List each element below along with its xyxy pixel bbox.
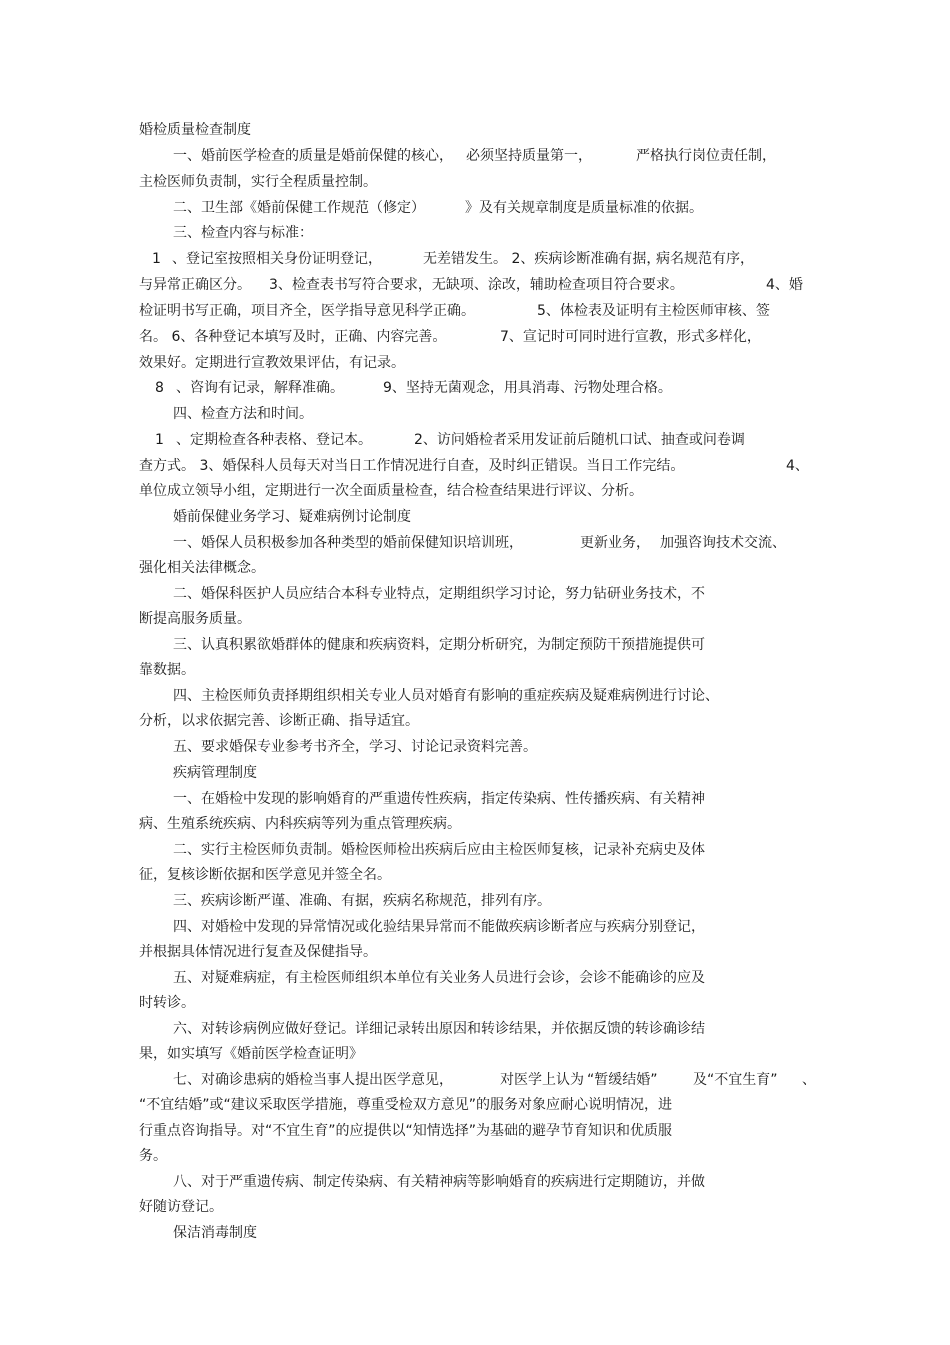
text-segment: 8 — [155, 380, 164, 396]
text-segment: 、定期检查各种表格、登记本。 — [176, 432, 372, 448]
text-segment: 7、宣记时可同时进行宣教，形式多样化， — [500, 329, 761, 345]
text-segment: 4、 — [786, 458, 809, 474]
text-segment: 检证明书写正确，项目齐全，医学指导意见科学正确。 — [139, 303, 475, 319]
text-segment: 更新业务， — [580, 535, 650, 551]
text-segment: 分析，以求依据完善、诊断正确、指导适宜。 — [139, 713, 419, 729]
text-segment: 五、要求婚保专业参考书齐全，学习、讨论记录资料完善。 — [173, 739, 537, 755]
text-segment: 时转诊。 — [139, 995, 195, 1011]
text-segment: 、 — [802, 1072, 816, 1088]
text-segment: 三、认真积累欲婚群体的健康和疾病资料，定期分析研究，为制定预防干预措施提供可 — [173, 637, 705, 653]
text-segment: 六、对转诊病例应做好登记。详细记录转出原因和转诊结果，并依据反馈的转诊确诊结 — [173, 1021, 705, 1037]
text-segment: 婚前保健业务学习、疑难病例讨论制度 — [173, 509, 411, 525]
text-segment: 1 — [152, 251, 161, 267]
text-segment: 单位成立领导小组，定期进行一次全面质量检查，结合检查结果进行评议、分析。 — [139, 483, 643, 499]
text-segment: 保洁消毒制度 — [173, 1225, 257, 1241]
text-segment: “不宜结婚”或“建议采取医学措施，尊重受检双方意见”的服务对象应耐心说明情况，进 — [139, 1097, 673, 1113]
text-segment: 务。 — [139, 1148, 167, 1164]
text-segment: 好随访登记。 — [139, 1199, 223, 1215]
text-segment: 加强咨询技术交流、 — [660, 535, 786, 551]
text-segment: 五、对疑难病症，有主检医师组织本单位有关业务人员进行会诊，会诊不能确诊的应及 — [173, 970, 705, 986]
text-segment: 一、婚前医学检查的质量是婚前保健的核心， — [173, 148, 453, 164]
text-segment: 八、对于严重遗传病、制定传染病、有关精神病等影响婚育的疾病进行定期随访，并做 — [173, 1174, 705, 1190]
text-segment: 5、体检表及证明有主检医师审核、签 — [537, 303, 770, 319]
text-segment: 与异常正确区分。 — [139, 277, 251, 293]
text-segment: 无差错发生。 2、疾病诊断准确有据， — [423, 251, 661, 267]
text-segment: 病名规范有序， — [656, 251, 754, 267]
text-segment: 二、实行主检医师负责制。婚检医师检出疾病后应由主检医师复核，记录补充病史及体 — [173, 842, 705, 858]
text-segment: 三、检查内容与标准： — [173, 225, 313, 241]
text-segment: 、咨询有记录，解释准确。 — [176, 380, 344, 396]
text-segment: 、登记室按照相关身份证明登记， — [172, 251, 382, 267]
text-segment: 严格执行岗位责任制， — [636, 148, 776, 164]
text-segment: 一、在婚检中发现的影响婚育的严重遗传性疾病，指定传染病、性传播疾病、有关精神 — [173, 791, 705, 807]
text-segment: 并根据具体情况进行复查及保健指导。 — [139, 944, 377, 960]
text-segment: 查方式。 3、婚保科人员每天对当日工作情况进行自查，及时纠正错误。当日工作完结。 — [139, 458, 685, 474]
text-segment: 征，复核诊断依据和医学意见并签全名。 — [139, 867, 391, 883]
text-segment: 三、疾病诊断严谨、准确、有据，疾病名称规范，排列有序。 — [173, 893, 551, 909]
text-segment: 9、坚持无菌观念，用具消毒、污物处理合格。 — [383, 380, 672, 396]
text-segment: 必须坚持质量第一， — [466, 148, 592, 164]
text-segment: 四、主检医师负责择期组织相关专业人员对婚育有影响的重症疾病及疑难病例进行讨论、 — [173, 688, 719, 704]
text-segment: 主检医师负责制，实行全程质量控制。 — [139, 174, 377, 190]
text-segment: 行重点咨询指导。对“不宜生育”的应提供以“知情选择”为基础的避孕节育知识和优质服 — [139, 1123, 673, 1139]
text-segment: 》及有关规章制度是质量标准的依据。 — [465, 200, 703, 216]
text-segment: 四、对婚检中发现的异常情况或化验结果异常而不能做疾病诊断者应与疾病分别登记， — [173, 919, 705, 935]
text-segment: 及“不宜生育” — [693, 1072, 778, 1088]
text-segment: 3、检查表书写符合要求，无缺项、涂改，辅助检查项目符合要求。 — [269, 277, 684, 293]
text-segment: 强化相关法律概念。 — [139, 560, 265, 576]
text-segment: 病、生殖系统疾病、内科疾病等列为重点管理疾病。 — [139, 816, 461, 832]
text-segment: 果，如实填写《婚前医学检查证明》 — [139, 1046, 363, 1062]
text-segment: 4、婚 — [766, 277, 803, 293]
text-segment: 1 — [155, 432, 164, 448]
text-segment: 对医学上认为 — [500, 1072, 584, 1088]
text-segment: 效果好。定期进行宣教效果评估，有记录。 — [139, 355, 405, 371]
text-segment: 断提高服务质量。 — [139, 611, 251, 627]
text-segment: 二、卫生部《婚前保健工作规范（修定） — [173, 200, 425, 216]
doc-title: 婚检质量检查制度 — [139, 122, 251, 138]
text-segment: 靠数据。 — [139, 662, 195, 678]
text-segment: 名。 6、各种登记本填写及时，正确、内容完善。 — [139, 329, 447, 345]
text-segment: 七、对确诊患病的婚检当事人提出医学意见， — [173, 1072, 453, 1088]
text-segment: 二、婚保科医护人员应结合本科专业特点，定期组织学习讨论，努力钻研业务技术，不 — [173, 586, 705, 602]
text-segment: “暂缓结婚” — [587, 1072, 658, 1088]
text-segment: 一、婚保人员积极参加各种类型的婚前保健知识培训班， — [173, 535, 523, 551]
text-segment: 疾病管理制度 — [173, 765, 257, 781]
text-segment: 四、检查方法和时间。 — [173, 406, 313, 422]
text-segment: 2、访问婚检者采用发证前后随机口试、抽查或问卷调 — [414, 432, 745, 448]
